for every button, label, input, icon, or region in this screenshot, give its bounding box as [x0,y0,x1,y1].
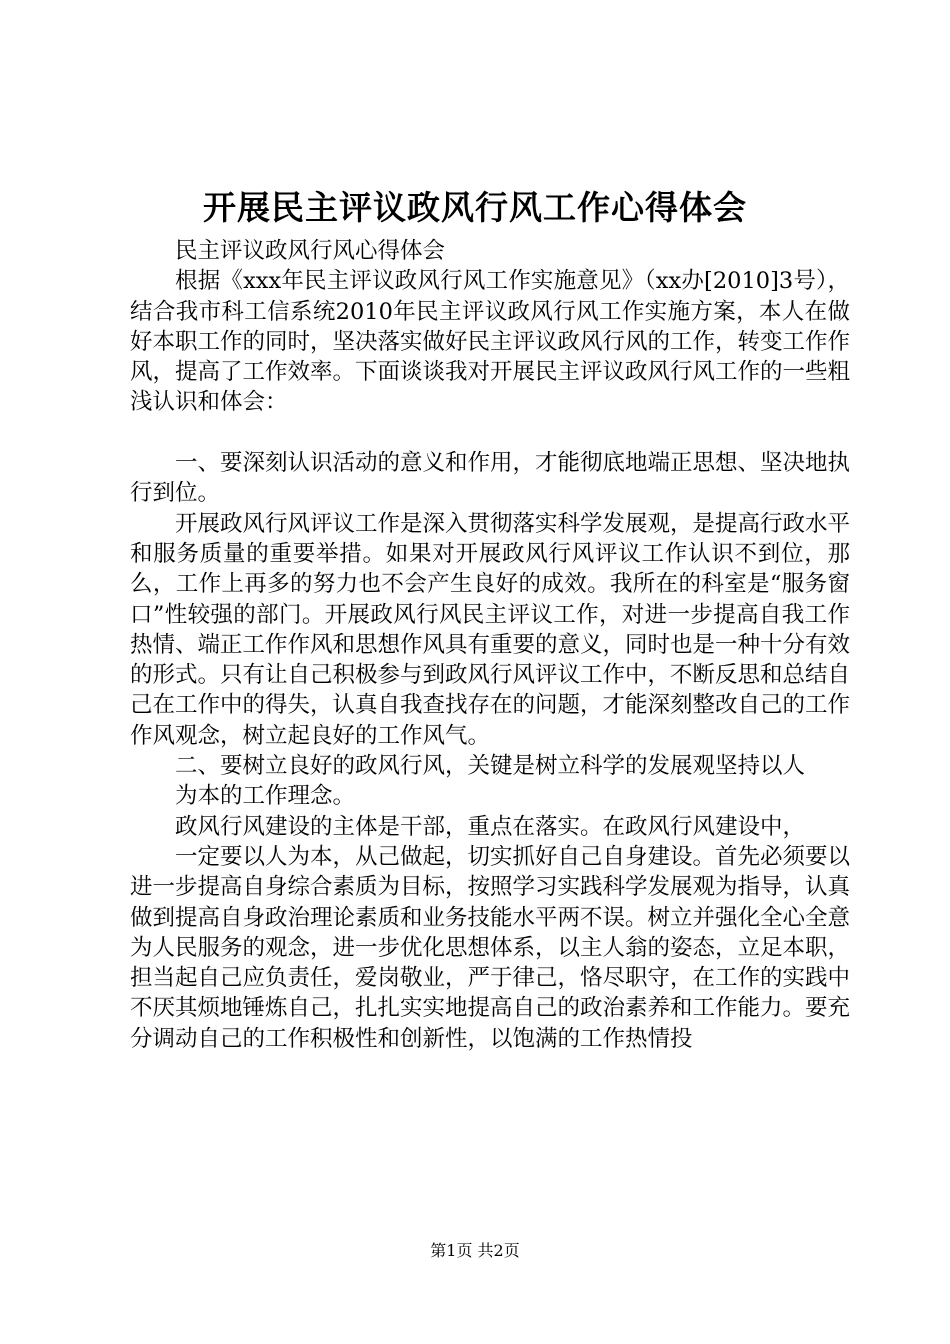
paragraph-point-two-body: 一定要以人为本，从己做起，切实抓好自己自身建设。首先必须要以进一步提高自身综合素质为目标，按照学习实践科学发展观为指导，认真做到提高自身政治理论素质和业务技能水平两不误。树立并强化全心全意为人民服务的观念，进一步优化思想体系，以主人翁的姿态，立足本职，担当起自己应负责任，爱岗敬业，严于律己，恪尽职守，在工作的实践中不厌其烦地锤炼自己，扎扎实实地提高自己的政治素养和工作能力。要充分调动自己的工作积极性和创新性，以饱满的工作热情投 [130,843,851,1052]
document-body [130,236,850,1054]
paragraph-point-two-lead: 政风行风建设的主体是干部，重点在落实。在政风行风建设中， [175,813,806,840]
heading-point-one: 一、要深刻认识活动的意义和作用，才能彻底地端正思想、坚决地执行到位。 [130,450,851,507]
document-title: 开展民主评议政风行风工作心得体会 [203,188,747,227]
heading-point-two-continued: 为本的工作理念。 [175,783,356,810]
paragraph-intro: 根据《xxx年民主评议政风行风工作实施意见》（xx办[2010]3号），结合我市科工信系统2010年民主评议政风行风工作实施方案，本人在做好本职工作的同时，坚决落实做好民主评议政风行风的工作，转变工作作风，提高了工作效率。下面谈谈我对开展民主评议政风行风工作的一些粗浅认识和体会： [130,268,851,416]
page-footer: 第1页 共2页 [430,1241,520,1260]
paragraph-point-one-body: 开展政风行风评议工作是深入贯彻落实科学发展观，是提高行政水平和服务质量的重要举措。如果对开展政风行风评议工作认识不到位，那么，工作上再多的努力也不会产生良好的成效。我所在的科室是“服务窗口”性较强的部门。开展政风行风民主评议工作，对进一步提高自我工作热情、端正工作作风和思想作风具有重要的意义，同时也是一种十分有效的形式。只有让自己积极参与到政风行风评议工作中，不断反思和总结自己在工作中的得失，认真自我查找存在的问题，才能深刻整改自己的工作作风观念，树立起良好的工作风气。 [130,510,851,749]
paragraph-subtitle: 民主评议政风行风心得体会 [175,238,446,264]
paragraph-gap [130,418,850,448]
heading-point-two: 二、要树立良好的政风行风，关键是树立科学的发展观坚持以人 [175,753,806,780]
